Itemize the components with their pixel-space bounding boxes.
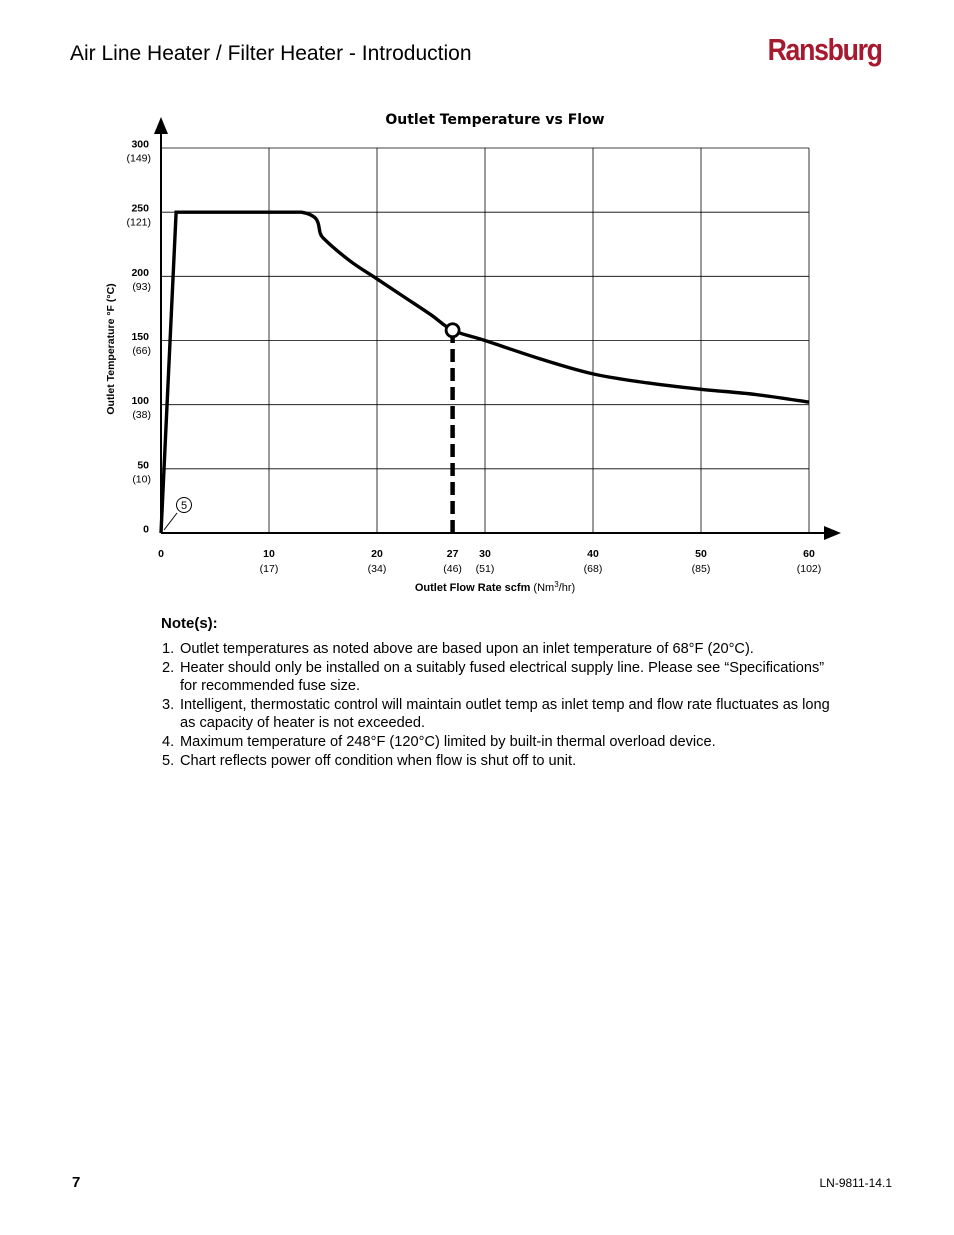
- note-text: Chart reflects power off condition when flow is shut off to unit.: [180, 752, 577, 769]
- x-tick-labels: [158, 548, 821, 575]
- note-item: [162, 752, 832, 771]
- operating-point-marker: [446, 324, 459, 337]
- x-tick-label: 27: [446, 548, 459, 560]
- x-tick-sublabel: (102): [796, 563, 822, 575]
- x-tick-sublabel: (51): [475, 563, 495, 575]
- x-tick-label: 40: [587, 548, 599, 560]
- y-tick-sublabel: (38): [132, 409, 151, 422]
- x-axis-unit-suffix: /hr): [558, 582, 576, 594]
- y-tick-label: 300: [131, 138, 149, 151]
- x-tick-label: 10: [263, 548, 275, 560]
- callout-label: 5: [180, 500, 188, 512]
- note-item: [162, 640, 832, 659]
- y-tick-labels: [126, 139, 151, 536]
- x-axis-unit-sup: 3: [554, 580, 559, 589]
- y-tick-sublabel: (66): [132, 345, 151, 357]
- note-number: 5.: [162, 752, 175, 769]
- note-text: Intelligent, thermostatic control will maintain outlet temp as inlet temp and flow rate fluctuates as long as capacity of heater is not exceeded.: [180, 696, 830, 732]
- note-number: 1.: [162, 641, 175, 657]
- y-tick-label: 150: [131, 331, 149, 343]
- x-tick-label: 30: [479, 548, 491, 560]
- note-item: [162, 696, 832, 733]
- y-axis-arrow: [154, 117, 168, 134]
- document-id: LN-9811-14.1: [819, 1176, 892, 1190]
- y-tick-label: 200: [131, 266, 149, 279]
- y-tick-label: 100: [131, 395, 149, 408]
- x-tick-sublabel: (46): [443, 563, 462, 575]
- notes-heading: Note(s):: [161, 615, 218, 632]
- x-tick-sublabel: (34): [367, 563, 387, 575]
- note-number: 2.: [162, 659, 175, 676]
- x-tick-label: 0: [158, 548, 164, 560]
- note-text: Outlet temperatures as noted above are based upon an inlet temperature of 68°F (20°C).: [180, 641, 754, 657]
- y-axis-label: Outlet Temperature °F (°C): [105, 283, 117, 415]
- x-tick-sublabel: (68): [583, 563, 603, 575]
- y-tick-label: 50: [137, 459, 149, 472]
- page-title: Air Line Heater / Filter Heater - Introduction: [70, 42, 472, 65]
- chart-title: Outlet Temperature vs Flow: [385, 112, 605, 128]
- note-number: 4.: [162, 733, 175, 750]
- x-axis-label: [415, 580, 575, 594]
- notes-list: [162, 640, 832, 770]
- x-tick-label: 50: [695, 548, 707, 560]
- x-tick-sublabel: (17): [259, 563, 279, 575]
- outlet-temperature-chart: [95, 105, 855, 600]
- y-tick-sublabel: (149): [126, 152, 151, 165]
- note-item: [162, 733, 832, 752]
- brand-logo: Ransburg: [767, 32, 882, 67]
- y-tick-sublabel: (10): [132, 473, 151, 486]
- y-tick-sublabel: (121): [126, 216, 151, 229]
- y-tick-label: 250: [131, 202, 149, 215]
- note-number: 3.: [162, 696, 175, 713]
- x-axis-arrow: [824, 526, 841, 540]
- chart-axes: [154, 117, 841, 540]
- x-tick-label: 20: [371, 548, 383, 560]
- note-text: Heater should only be installed on a suitably fused electrical supply line. Please see “Specifications” for recommended fuse size.: [180, 659, 825, 695]
- page-number: 7: [72, 1174, 81, 1191]
- x-axis-unit: (Nm: [533, 582, 555, 594]
- x-tick-sublabel: (85): [691, 563, 711, 575]
- note-text: Maximum temperature of 248°F (120°C) limited by built-in thermal overload device.: [180, 733, 716, 750]
- y-tick-sublabel: (93): [132, 280, 151, 293]
- x-tick-label: 60: [803, 548, 815, 560]
- callout-leader-line: [164, 513, 177, 530]
- note-item: [162, 659, 832, 696]
- x-axis-label-text: Outlet Flow Rate scfm: [414, 582, 531, 594]
- y-tick-label: 0: [143, 523, 149, 536]
